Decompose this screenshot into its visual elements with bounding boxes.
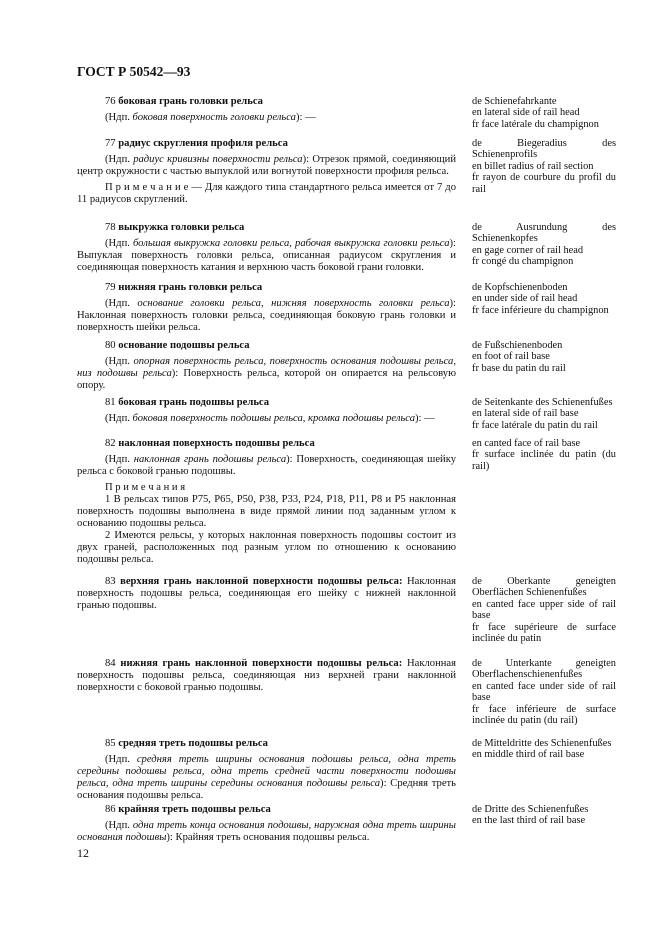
foreign-en: en gage corner of rail head xyxy=(472,244,584,256)
term-number: 84 xyxy=(105,658,116,669)
definition-text: ): Поверхность, соединяющая шейку рельса с боковой гранью подошвы. xyxy=(77,454,456,477)
definition-text: ): — xyxy=(295,112,316,123)
ndp-label: (Ндп. xyxy=(105,154,134,165)
ndp-terms: боковая поверхность подошвы рельса, кромка подошвы рельса xyxy=(132,413,416,424)
foreign-en: en foot of rail base xyxy=(472,351,550,363)
note-text: — Для каждого типа стандартного рельса имеется от 7 до 11 радиусов скруглений. xyxy=(77,182,456,205)
foreign-fr: fr congé du champignon xyxy=(472,256,574,268)
foreign-equivalents xyxy=(472,96,616,130)
foreign-de: de Unterkante geneigten Oberflachenschienenfußes xyxy=(472,658,616,681)
term-body xyxy=(77,138,456,206)
notes-title: П р и м е ч а н и я xyxy=(105,482,186,493)
foreign-equivalents xyxy=(472,138,616,195)
foreign-de: de Ausrundung des Schienenkopfes xyxy=(472,222,616,245)
definition-text: ): Выпуклая поверхность головки рельса, описанная радиусом скругления и соединяющая поверхность катания и верхнюю часть боковой грани головки. xyxy=(77,238,456,273)
term-number: 78 xyxy=(105,222,116,233)
ndp-terms: боковая поверхность головки рельса xyxy=(132,112,296,123)
term-body xyxy=(77,738,456,802)
ndp-terms: опорная поверхность рельса, поверхность основания подошвы рельса, низ подошвы рельса xyxy=(77,356,456,379)
foreign-fr: fr base du patin du rail xyxy=(472,362,566,374)
ndp-label: (Ндп. xyxy=(105,238,133,249)
term-title: боковая грань головки рельса xyxy=(118,96,263,107)
term-body xyxy=(77,397,456,425)
definition-text: ): — xyxy=(415,413,435,424)
term-title: нижняя грань головки рельса xyxy=(118,282,263,293)
foreign-equivalents xyxy=(472,658,616,726)
ndp-label: (Ндп. xyxy=(105,112,133,123)
term-title: средняя треть подошвы рельса xyxy=(118,738,268,749)
definition-text: ): Средняя треть основания подошвы рельса. xyxy=(77,778,457,801)
term-number: 80 xyxy=(105,340,116,351)
definition-text: ): Поверхность рельса, которой он опирается на рельсовую опору. xyxy=(77,368,456,391)
note-2: 2 Имеются рельсы, у которых наклонная поверхность подошвы состоит из двух граней, расположенных под разным углом по отношению к основанию подошвы рельса. xyxy=(77,530,456,565)
foreign-fr: fr face latérale du patin du rail xyxy=(472,419,598,431)
note-1: 1 В рельсах типов Р75, Р65, Р50, Р38, Р33, Р24, Р18, Р11, Р8 и Р5 наклонная поверхность подошвы выполнена в виде прямой линии под заданным углом к основанию подошвы рельса. xyxy=(77,494,456,529)
note-label: П р и м е ч а н и е xyxy=(105,182,189,193)
foreign-equivalents xyxy=(472,576,616,644)
term-title: крайняя треть подошвы рельса xyxy=(118,804,271,815)
ndp-terms: большая выкружка головки рельса, рабочая выкружка головки рельса xyxy=(132,238,450,249)
term-number: 79 xyxy=(105,282,116,293)
foreign-en: en the last third of rail base xyxy=(472,815,586,827)
term-body xyxy=(77,282,456,334)
document-header: ГОСТ Р 50542—93 xyxy=(77,64,191,79)
foreign-fr: fr surface inclinée du patin (du rail) xyxy=(472,449,616,472)
foreign-en: en canted face under side of rail base xyxy=(472,680,616,704)
term-body xyxy=(77,96,456,124)
ndp-label: (Ндп. xyxy=(105,413,133,424)
foreign-de: de Mitteldritte des Schienenfußes xyxy=(472,738,612,749)
foreign-fr: fr face inférieure du champignon xyxy=(472,304,609,316)
term-number: 86 xyxy=(105,804,116,815)
ndp-terms: наклонная грань подошвы рельса xyxy=(133,454,287,465)
foreign-equivalents xyxy=(472,738,616,761)
foreign-de: de Seitenkante des Schienenfußes xyxy=(472,397,613,408)
foreign-en: en lateral side of rail head xyxy=(472,107,580,119)
term-body xyxy=(77,340,456,392)
foreign-fr: fr face inférieure de surface inclinée du patin (du rail) xyxy=(472,703,616,727)
definition-text: ): Крайняя треть основания подошвы рельса. xyxy=(166,832,370,843)
foreign-de: de Kopfschienenboden xyxy=(472,282,568,293)
term-number: 76 xyxy=(105,96,116,107)
ndp-terms: одна треть конца основания подошвы, наружная одна треть ширины основания подошвы xyxy=(77,820,456,843)
foreign-fr: fr rayon de courbure du profil du rail xyxy=(472,172,616,195)
foreign-equivalents xyxy=(472,804,616,827)
foreign-en: en canted face upper side of rail base xyxy=(472,598,616,622)
foreign-equivalents xyxy=(472,438,616,472)
term-title: основание подошвы рельса xyxy=(118,340,250,351)
term-title: наклонная поверхность подошвы рельса xyxy=(118,438,315,449)
ndp-label: (Ндп. xyxy=(105,754,137,765)
ndp-label: (Ндп. xyxy=(105,356,134,367)
foreign-equivalents xyxy=(472,282,616,316)
term-title: боковая грань подошвы рельса xyxy=(118,397,270,408)
term-number: 83 xyxy=(105,576,116,587)
definition-text: Наклонная поверхность подошвы рельса, соединяющая его шейку с нижней наклонной гранью подошвы. xyxy=(77,576,456,611)
page-number: 12 xyxy=(77,846,89,860)
foreign-en: en middle third of rail base xyxy=(472,749,585,761)
term-number: 82 xyxy=(105,438,116,449)
term-body xyxy=(77,438,456,566)
ndp-terms: основание головки рельса, нижняя поверхность головки рельса xyxy=(137,298,450,309)
foreign-en: en billet radius of rail section xyxy=(472,160,594,172)
term-title: радиус скругления профиля рельса xyxy=(118,138,288,149)
foreign-equivalents xyxy=(472,397,616,431)
ndp-label: (Ндп. xyxy=(105,298,138,309)
ndp-terms: средняя треть ширины основания подошвы рельса, одна треть середины подошвы рельса, одна треть средней части поверхности подошвы рельса, одна треть ширины середины основания подошвы рельса xyxy=(77,754,456,789)
foreign-en: en lateral side of rail base xyxy=(472,408,579,420)
term-body xyxy=(77,222,456,274)
foreign-fr: fr face latérale du champignon xyxy=(472,118,599,130)
foreign-en: en canted face of rail base xyxy=(472,438,581,449)
ndp-terms: радиус кривизны поверхности рельса xyxy=(133,154,303,165)
foreign-de: de Dritte des Schienenfußes xyxy=(472,804,589,815)
term-body xyxy=(77,576,456,612)
term-title: верхняя грань наклонной поверхности подошвы рельса: xyxy=(120,576,403,587)
foreign-de: de Oberkante geneigten Oberflächen Schienenfußes xyxy=(472,576,616,599)
term-number: 85 xyxy=(105,738,116,749)
ndp-label: (Ндп. xyxy=(105,454,134,465)
foreign-de: de Fußschienenboden xyxy=(472,340,563,351)
definition-text: ): Отрезок прямой, соединяющий центр окружности с частью выпуклой или вогнутой поверхности профиля рельса. xyxy=(77,154,456,177)
definition-text: Наклонная поверхность подошвы рельса, соединяющая низ верхней грани наклонной поверхности с боковой гранью подошвы. xyxy=(77,658,456,693)
foreign-de: de Schienefahrkante xyxy=(472,96,557,107)
foreign-equivalents xyxy=(472,340,616,374)
foreign-fr: fr face supérieure de surface inclinée du patin xyxy=(472,621,616,645)
term-title: выкружка головки рельса xyxy=(118,222,245,233)
foreign-en: en under side of rail head xyxy=(472,293,578,305)
foreign-de: de Biegeradius des Schienenprofils xyxy=(472,138,616,161)
term-number: 77 xyxy=(105,138,116,149)
ndp-label: (Ндп. xyxy=(105,820,133,831)
term-body xyxy=(77,658,456,694)
foreign-equivalents xyxy=(472,222,616,268)
term-body xyxy=(77,804,456,844)
term-number: 81 xyxy=(105,397,116,408)
definition-text: ): Наклонная поверхность головки рельса, соединяющая боковую грань головки и поверхность шейки рельса. xyxy=(77,298,456,333)
term-title: нижняя грань наклонной поверхности подошвы рельса: xyxy=(120,658,403,669)
